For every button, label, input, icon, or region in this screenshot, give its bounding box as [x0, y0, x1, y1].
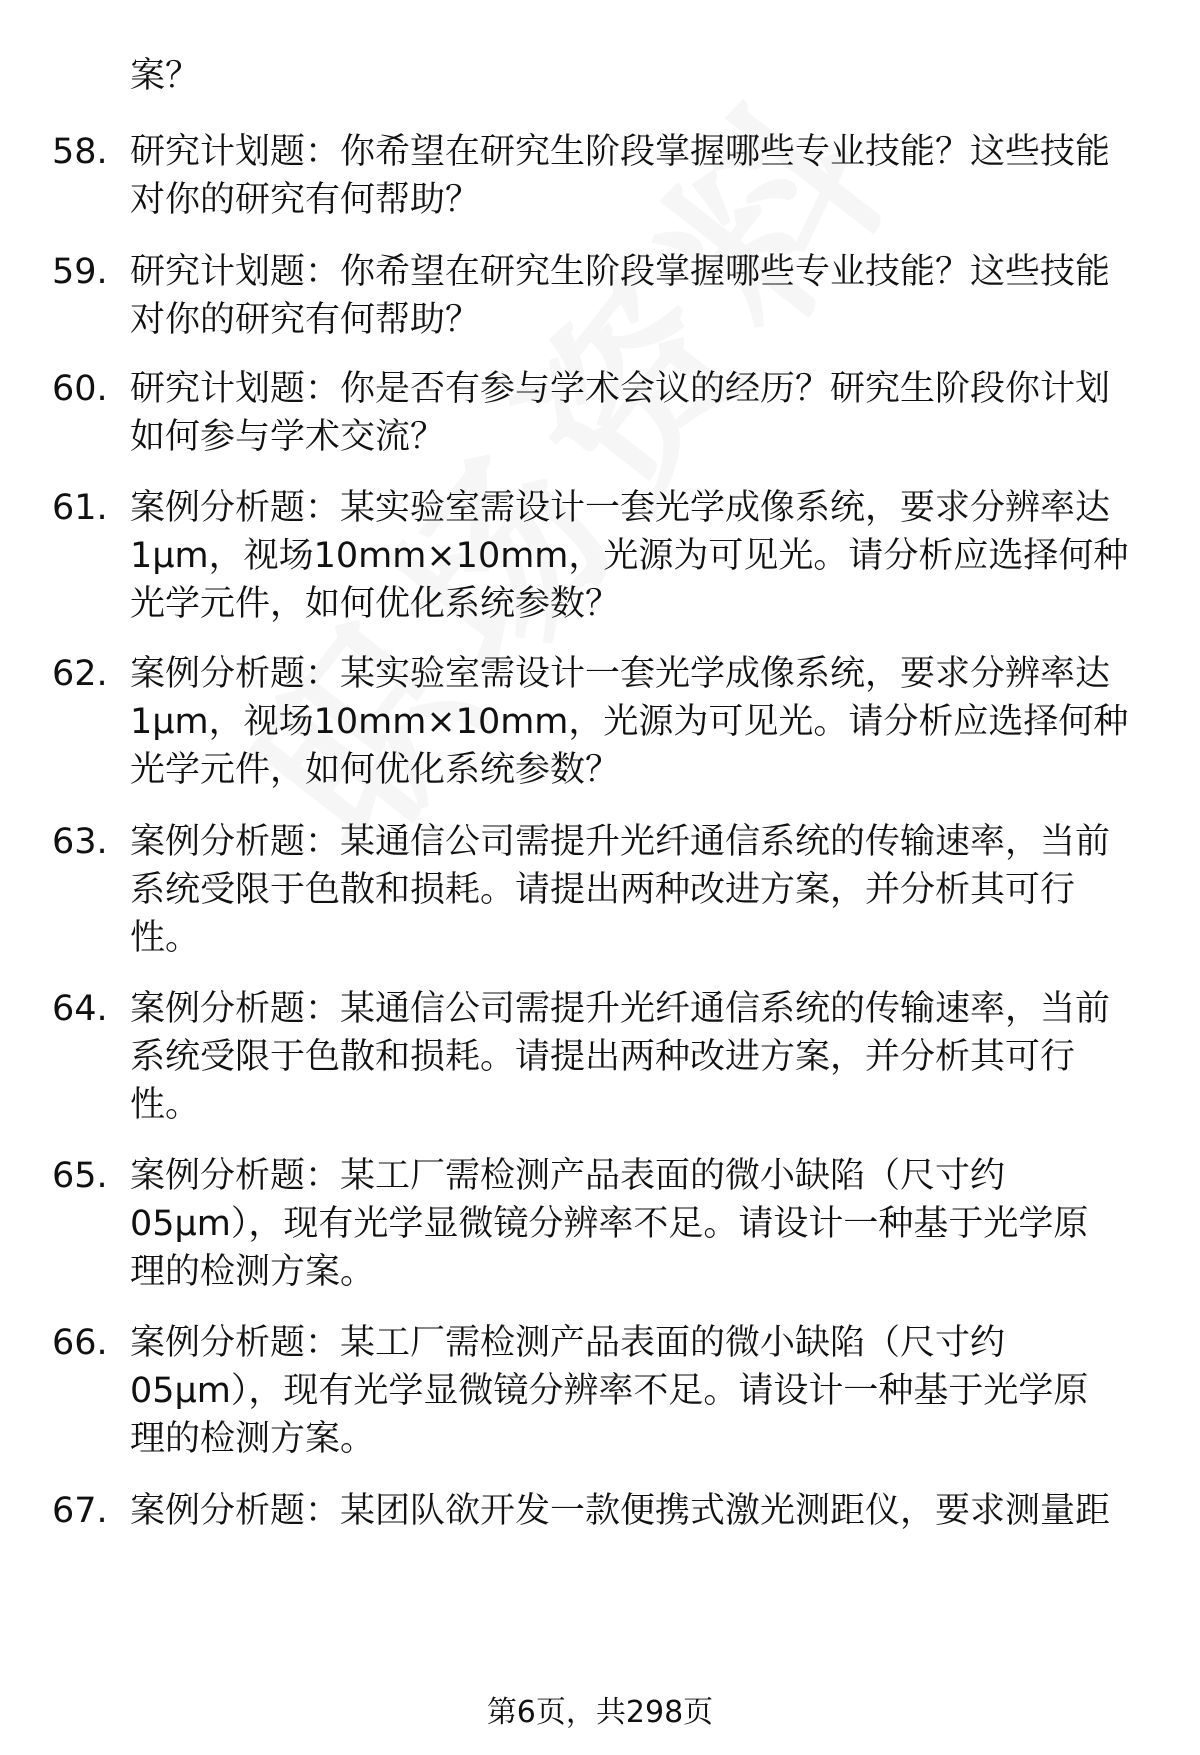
continuation-line: 案？	[130, 56, 201, 96]
question-number: 58.	[52, 132, 108, 172]
question-number: 65.	[52, 1156, 108, 1196]
question-number: 59.	[52, 252, 108, 292]
question-text: 案例分析题：某通信公司需提升光纤通信系统的传输速率，当前 系统受限于色散和损耗。请提出两种改进方案，并分析其可行 性。	[130, 822, 1111, 958]
page-footer: 第6页，共298页	[486, 1695, 714, 1730]
question-text: 研究计划题：你希望在研究生阶段掌握哪些专业技能？这些技能 对你的研究有何帮助？	[130, 252, 1111, 340]
question-text: 案例分析题：某实验室需设计一套光学成像系统，要求分辨率达 1μm，视场10mm×10mm，光源为可见光。请分析应选择何种 光学元件，如何优化系统参数？	[130, 488, 1129, 624]
question-text: 案例分析题：某工厂需检测产品表面的微小缺陷（尺寸约 05μm），现有光学显微镜分辨率不足。请设计一种基于光学原 理的检测方案。	[130, 1323, 1089, 1459]
question-text: 案例分析题：某团队欲开发一款便携式激光测距仪，要求测量距	[130, 1491, 1111, 1531]
question-text: 案例分析题：某工厂需检测产品表面的微小缺陷（尺寸约 05μm），现有光学显微镜分辨率不足。请设计一种基于光学原 理的检测方案。	[130, 1156, 1089, 1292]
question-text: 研究计划题：你是否有参与学术会议的经历？研究生阶段你计划 如何参与学术交流？	[130, 369, 1111, 457]
question-number: 61.	[52, 488, 108, 528]
question-number: 62.	[52, 654, 108, 694]
question-text: 案例分析题：某通信公司需提升光纤通信系统的传输速率，当前 系统受限于色散和损耗。请提出两种改进方案，并分析其可行 性。	[130, 989, 1111, 1125]
question-text: 研究计划题：你希望在研究生阶段掌握哪些专业技能？这些技能 对你的研究有何帮助？	[130, 132, 1111, 220]
question-number: 64.	[52, 989, 108, 1029]
question-number: 60.	[52, 369, 108, 409]
question-number: 63.	[52, 822, 108, 862]
question-number: 66.	[52, 1323, 108, 1363]
question-number: 67.	[52, 1491, 108, 1531]
question-text: 案例分析题：某实验室需设计一套光学成像系统，要求分辨率达 1μm，视场10mm×10mm，光源为可见光。请分析应选择何种 光学元件，如何优化系统参数？	[130, 654, 1129, 790]
